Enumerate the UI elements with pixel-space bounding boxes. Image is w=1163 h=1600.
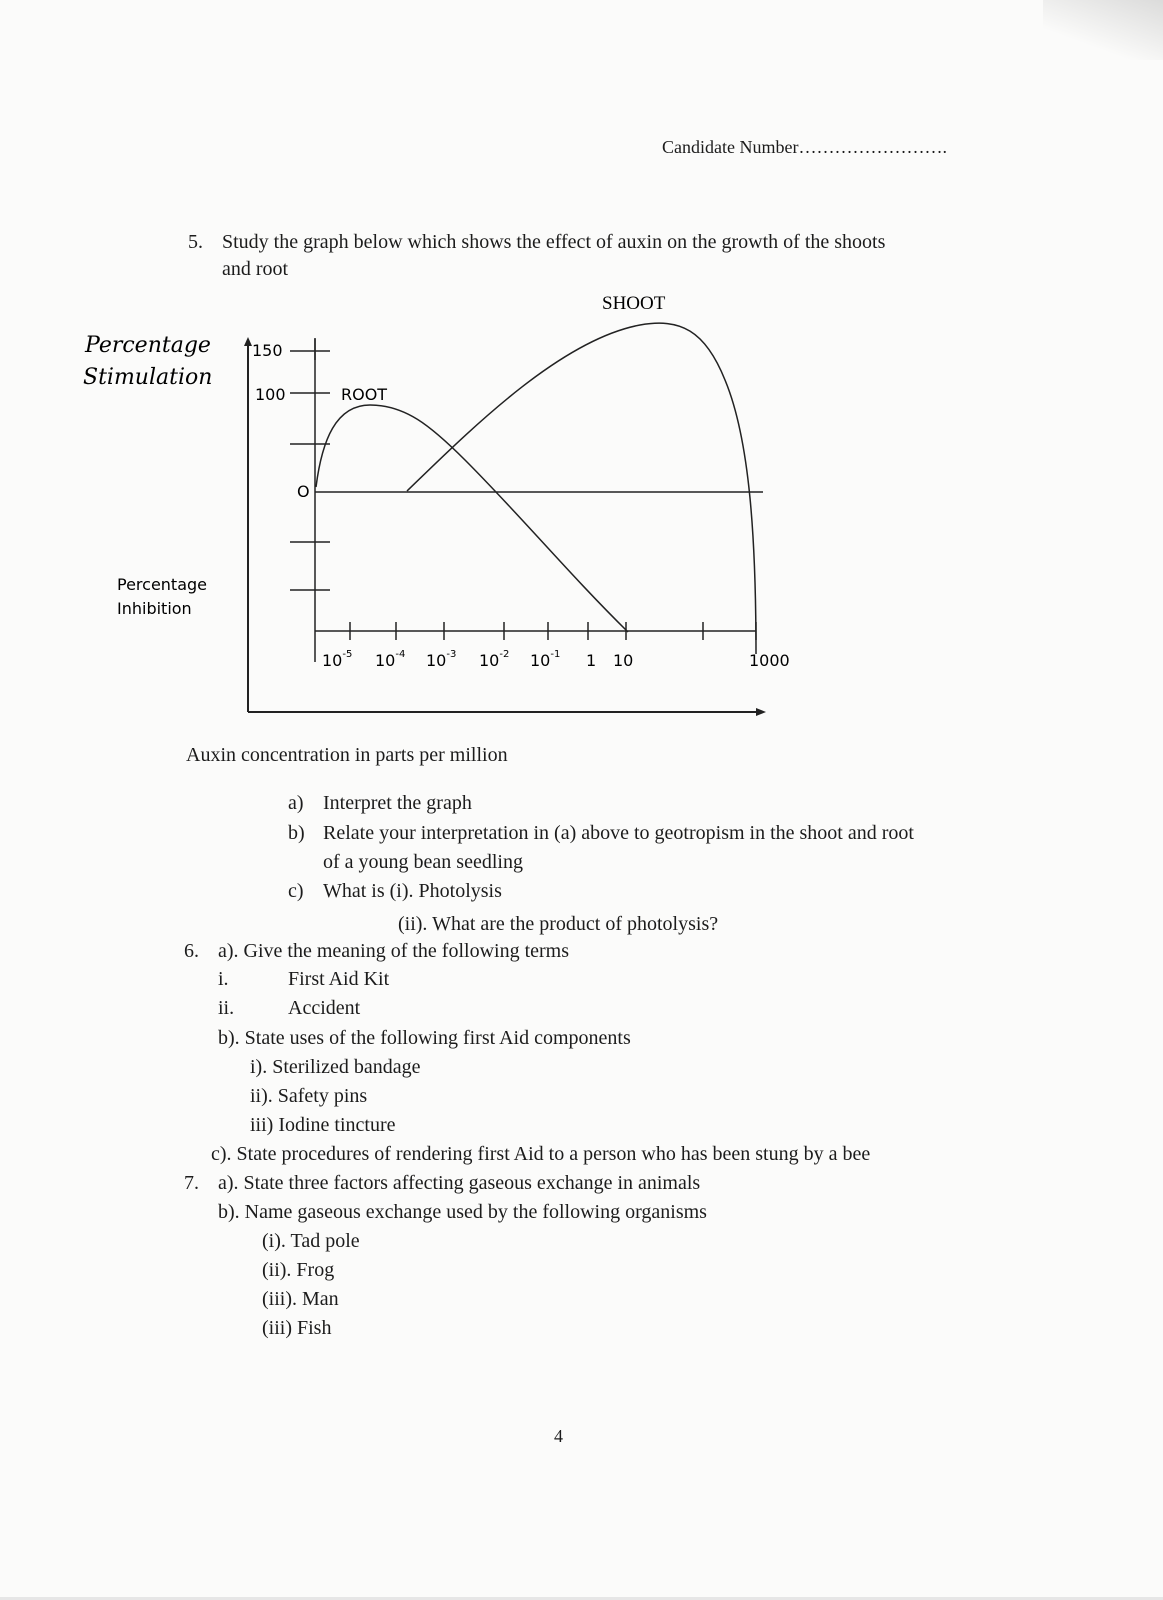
x-tick-5: 10 [530, 651, 551, 670]
x-axis-caption: Auxin concentration in parts per million [186, 744, 508, 766]
x-tick-5-exp: -1 [550, 649, 561, 660]
q7b-item-3: (iii). Man [262, 1288, 339, 1310]
x-tick-1: 10 [322, 651, 343, 670]
x-tick-4: 10 [479, 651, 500, 670]
y-label-bottom-2: Inhibition [117, 599, 192, 618]
q6a-item-1-num: i. [218, 968, 229, 990]
q5-prompt-line2: and root [222, 258, 289, 280]
y-ticks [290, 339, 330, 590]
x-axis-arrowhead [756, 708, 766, 716]
x-tick-2: 10 [375, 651, 396, 670]
tick-150: 150 [252, 341, 283, 360]
x-tick-7: 10 [613, 651, 634, 670]
q5b-label: b) [288, 822, 305, 844]
page-number: 4 [554, 1426, 563, 1446]
q5-number: 5. [188, 231, 203, 253]
q6a-item-2-num: ii. [218, 997, 235, 1019]
svg-text:10-4 [375, 649, 405, 670]
tick-100: 100 [255, 385, 286, 404]
q5c-text: What is (i). Photolysis [323, 880, 502, 902]
x-tick-1-exp: -5 [342, 649, 353, 660]
q6c-text: c). State procedures of rendering first Aid to a person who has been stung by a bee [211, 1143, 871, 1165]
q6b-item-1: i). Sterilized bandage [250, 1056, 421, 1078]
q7b-item-1: (i). Tad pole [262, 1230, 360, 1252]
q6-number: 6. [184, 940, 199, 962]
q6a-item-2: Accident [288, 997, 361, 1019]
x-tick-labels [322, 649, 790, 670]
q6b-item-2: ii). Safety pins [250, 1085, 368, 1107]
y-label-bottom-1: Percentage [117, 575, 208, 594]
q7-number: 7. [184, 1172, 199, 1194]
x-tick-3: 10 [426, 651, 447, 670]
root-label: ROOT [341, 385, 388, 404]
x-tick-4-exp: -2 [499, 649, 510, 660]
q5c-label: c) [288, 880, 304, 902]
q6a-text: a). Give the meaning of the following terms [218, 940, 570, 962]
candidate-number-label: Candidate Number……………………. [662, 137, 947, 157]
root-curve [316, 405, 628, 632]
q7b-item-2: (ii). Frog [262, 1259, 335, 1281]
shoot-curve [407, 323, 756, 654]
q5c-text-ii: (ii). What are the product of photolysis? [398, 913, 719, 935]
auxin-graph [0, 0, 1163, 760]
shoot-label: SHOOT [602, 293, 666, 314]
svg-text:10-3 [426, 649, 456, 670]
y-label-top-1: Percentage [85, 333, 211, 358]
y-label-top-2: Stimulation [83, 365, 213, 390]
x-tick-2-exp: -4 [395, 649, 406, 660]
q7b-text: b). Name gaseous exchange used by the following organisms [218, 1201, 707, 1223]
q5a-label: a) [288, 792, 304, 814]
q7a-text: a). State three factors affecting gaseous exchange in animals [218, 1172, 701, 1194]
q5b-text1: Relate your interpretation in (a) above to geotropism in the shoot and root [323, 822, 914, 844]
tick-0: O [297, 482, 310, 501]
y-axis-arrowhead [244, 337, 252, 346]
q5-prompt-line1: Study the graph below which shows the effect of auxin on the growth of the shoots [222, 231, 886, 253]
q6b-text: b). State uses of the following first Aid components [218, 1027, 631, 1049]
svg-text:10-2 [479, 649, 509, 670]
q5a-text: Interpret the graph [323, 792, 472, 814]
q6b-item-3: iii) Iodine tincture [250, 1114, 396, 1136]
x-tick-6: 1 [586, 651, 597, 670]
q7b-item-4: (iii) Fish [262, 1317, 332, 1339]
x-tick-3-exp: -3 [446, 649, 457, 660]
svg-text:10-1 [530, 649, 560, 670]
q5b-text2: of a young bean seedling [323, 851, 523, 873]
svg-text:10-5 [322, 649, 352, 670]
q6a-item-1: First Aid Kit [288, 968, 390, 990]
x-tick-8: 1000 [749, 651, 790, 670]
